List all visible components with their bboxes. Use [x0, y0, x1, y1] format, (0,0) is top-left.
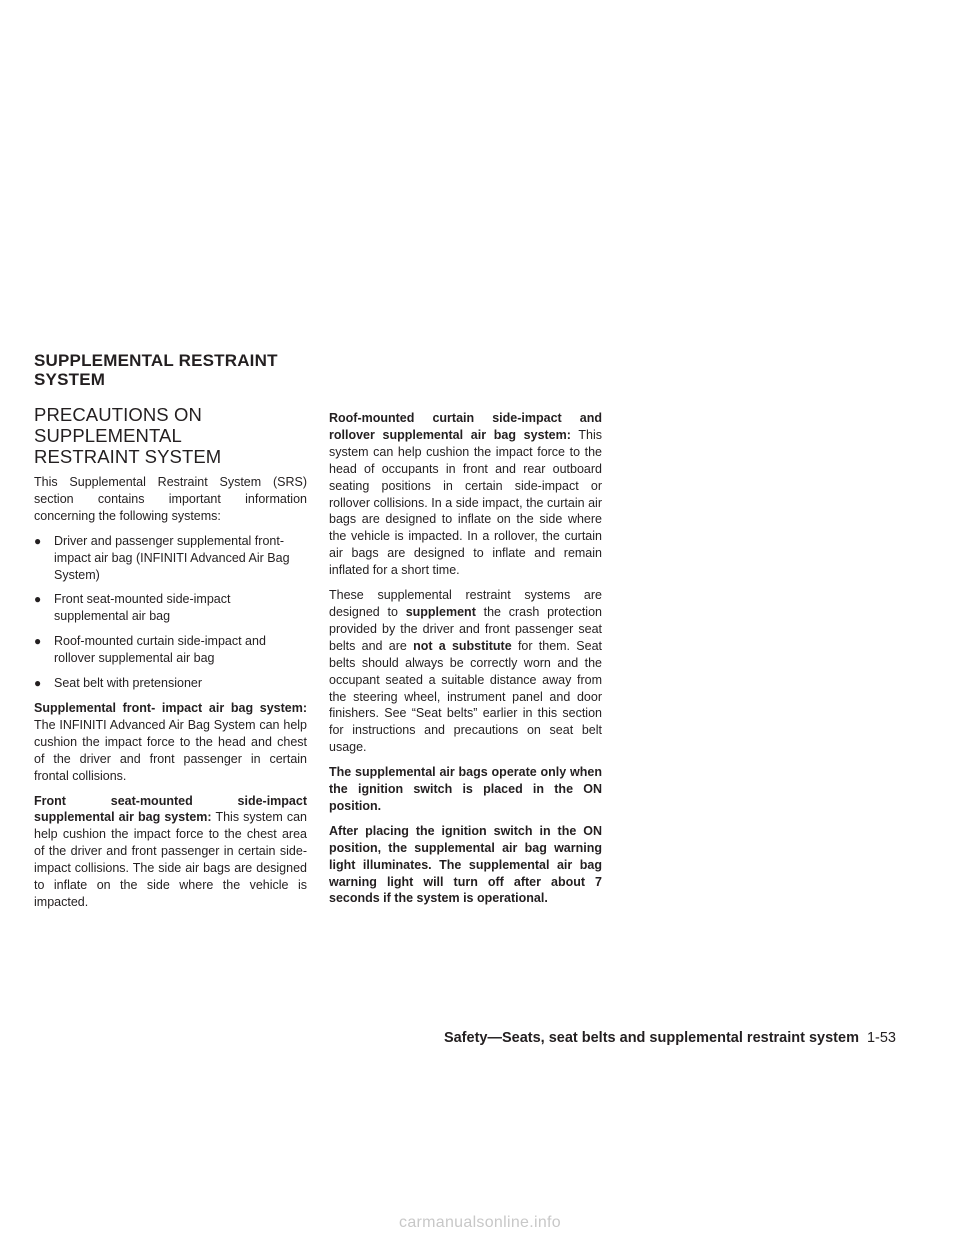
curtain-paragraph	[329, 410, 602, 579]
intro-paragraph: This Supplemental Restraint System (SRS) section contains important information concerning the following systems:	[34, 475, 307, 523]
list-item	[34, 633, 307, 667]
operate-note: The supplemental air bags operate only when the ignition switch is placed in the ON position.	[329, 765, 602, 813]
page-footer	[444, 1030, 896, 1046]
side-impact-paragraph	[34, 793, 307, 911]
supplement-text-mid: the crash protection provided by the driver and front passenger seat belts and are	[329, 604, 602, 653]
precautions-subheading	[34, 404, 307, 467]
curtain-label: Roof-mounted curtain side-impact and rollover supplemental air bag system:	[329, 411, 602, 442]
supplement-text-post: for them. Seat belts should always be correctly worn and the occupant seated a suitable distance away from the steering wheel, instrument panel and door finishers. See “Seat belts” earlier in this section for instructions and precautions on seat belt usage.	[329, 638, 602, 755]
front-impact-label: Supplemental front- impact air bag system:	[34, 700, 307, 715]
list-item	[34, 591, 307, 625]
right-column	[329, 410, 602, 915]
list-item-text: Front seat-mounted side-impact supplemental air bag	[54, 592, 231, 624]
bullet-icon: ●	[34, 676, 42, 691]
section-title-line-2: SYSTEM	[34, 370, 106, 389]
list-item	[34, 533, 307, 584]
bullet-icon: ●	[34, 592, 42, 607]
side-impact-label: Front seat-mounted side-impact supplemental air bag system:	[34, 793, 307, 825]
curtain-text: This system can help cushion the impact force to the head of occupants in front and rear outboard seating positions in certain side-impact or rollover collisions. In a side impact, the curtain air bags are designed to inflate on the side where the vehicle is impacted. In a rollover, the curtain air bags are designed to inflate and remain inflated for a short time.	[329, 427, 603, 578]
list-item	[34, 675, 307, 692]
section-title-line-1: SUPPLEMENTAL RESTRAINT	[34, 351, 278, 370]
bullet-icon: ●	[34, 634, 42, 649]
list-item-text: Driver and passenger supplemental front-impact air bag (INFINITI Advanced Air Bag System)	[54, 533, 290, 582]
precautions-subheading-line-2: RESTRAINT SYSTEM	[34, 446, 222, 467]
bullet-icon: ●	[34, 533, 42, 548]
list-item-text: Roof-mounted curtain side-impact and rollover supplemental air bag	[54, 634, 266, 666]
list-item-text: Seat belt with pretensioner	[54, 676, 203, 691]
warning-light-note: After placing the ignition switch in the ON position, the supplemental air bag warning light illuminates. The supplemental air bag warning light will turn off after about 7 seconds if the system is operational.	[329, 823, 602, 906]
precautions-subheading-line-1: PRECAUTIONS ON SUPPLEMENTAL	[34, 404, 202, 446]
front-impact-paragraph	[34, 700, 307, 785]
left-column	[34, 404, 307, 919]
page-number: 1-53	[866, 1030, 896, 1046]
front-impact-text: The INFINITI Advanced Air Bag System can help cushion the impact force to the head and chest of the driver and front passenger in certain frontal collisions.	[34, 717, 307, 783]
systems-list	[34, 533, 307, 692]
section-title	[34, 351, 278, 389]
supplement-paragraph	[329, 587, 602, 756]
not-substitute-bold: not a substitute	[413, 638, 512, 653]
footer-chapter-title: Safety—Seats, seat belts and supplemental restraint system	[443, 1030, 859, 1046]
watermark: carmanualsonline.info	[399, 1214, 561, 1231]
side-impact-text: This system can help cushion the impact force to the chest area of the driver and front passenger in certain side-impact collisions. The side air bags are designed to inflate on the side where the vehicle is impacted.	[34, 810, 307, 909]
supplement-bold: supplement	[405, 604, 476, 619]
supplement-text-pre: These supplemental restraint systems are designed to	[329, 588, 602, 619]
